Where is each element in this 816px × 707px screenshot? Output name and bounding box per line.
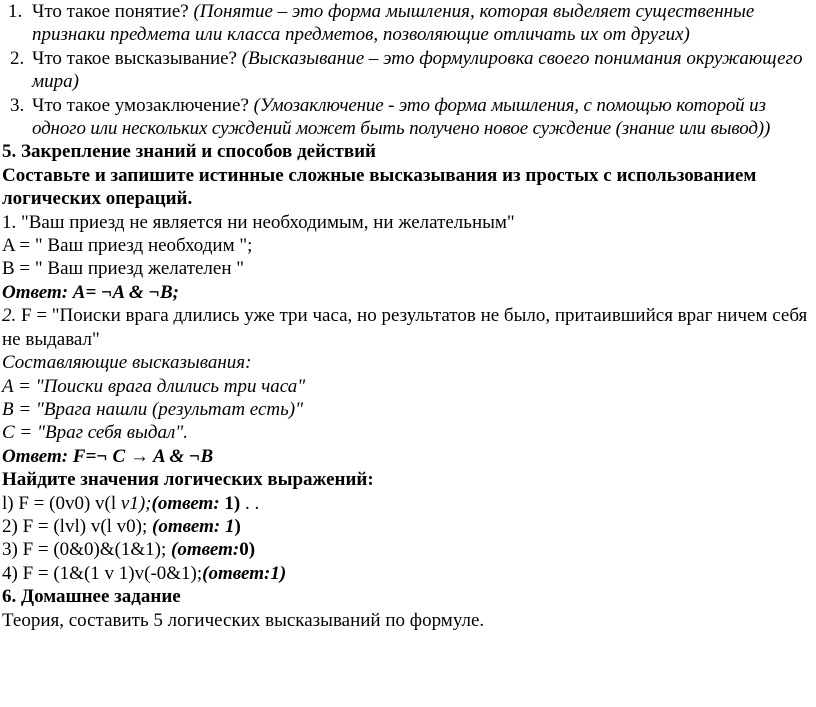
answer-label: (ответ:: [151, 492, 220, 514]
exercise-2-answer: Ответ: F=¬ C → A & ¬B: [2, 445, 214, 467]
exercise-2-number: 2.: [2, 305, 17, 327]
exercise-1-answer: Ответ: A= ¬A & ¬B;: [2, 281, 179, 303]
exercise-1-b: B = " Ваш приезд желателен ": [2, 258, 245, 280]
exercise-2-text: F = "Поиски врага длились уже три часа, но результатов не было, притаившийся враг ничем себя не выдавал": [2, 305, 808, 350]
question-2: [2, 47, 812, 94]
question-number: 3.: [10, 94, 25, 116]
question-answer: (Высказывание – это формулировка своего понимания окружающего мира): [32, 47, 803, 93]
question-text: Что такое высказывание?: [32, 47, 237, 69]
section-5-heading: 5. Закрепление знаний и способов действий: [2, 141, 376, 163]
expression-text-italic: v1: [120, 492, 139, 514]
exercise-2-components-label: Составляющие высказывания:: [2, 352, 252, 374]
exercise-1-a: A = " Ваш приезд необходим ";: [2, 235, 253, 257]
exercise-2-c: C = "Враг себя выдал".: [2, 422, 189, 444]
expression-tail: . .: [240, 492, 260, 514]
question-1: [2, 0, 812, 47]
answer-label: (ответ:: [171, 539, 240, 561]
exercise-2-statement: [2, 304, 812, 351]
expression-3: [2, 538, 812, 561]
expression-text: l) F = (0v0) v(l: [2, 492, 121, 514]
question-3: [2, 94, 812, 141]
section-6-heading: 6. Домашнее задание: [2, 586, 181, 608]
expression-text: 2) F = (lvl) v(l v0);: [2, 515, 153, 537]
expression-close: );: [138, 492, 152, 514]
exercise-1-statement: 1. "Ваш приезд не является ни необходимым, ни желательным": [2, 211, 515, 233]
expression-text: 4) F = (1&(1 v 1)v(-0&1);: [2, 562, 203, 584]
answer-close: ): [234, 515, 241, 537]
exercise-2-b: B = "Врага нашли (результат есть)": [2, 398, 304, 420]
question-number: 2.: [10, 47, 25, 69]
exercise-2-a: A = "Поиски врага длились три часа": [2, 375, 306, 397]
question-answer: (Умозаключение - это форма мышления, с помощью которой из одного или нескольких суждений может быть получено новое суждение (знание или вывод)): [32, 94, 771, 140]
question-text: Что такое понятие?: [32, 1, 189, 22]
expression-1: [2, 492, 812, 515]
expression-4: [2, 562, 812, 585]
answer-value: 0): [239, 539, 256, 561]
answer-value: 1: [224, 515, 235, 537]
answer-value: 1): [219, 492, 241, 514]
expression-text: 3) F = (0&0)&(1&1);: [2, 539, 172, 561]
question-answer: (Понятие – это форма мышления, которая выделяет существенные признаки предмета или класса предметов, позволяющие отличать их от других): [32, 1, 755, 46]
answer-label: (ответ:1): [202, 562, 287, 584]
section-5-task: Составьте и запишите истинные сложные высказывания из простых с использованием логических операций.: [2, 164, 757, 210]
expression-2: [2, 515, 812, 538]
question-number: 1.: [8, 1, 23, 22]
question-text: Что такое умозаключение?: [32, 94, 249, 116]
answer-label: (ответ:: [152, 515, 225, 537]
find-values-heading: Найдите значения логических выражений:: [2, 469, 374, 491]
section-6-text: Теория, составить 5 логических высказываний по формуле.: [2, 609, 485, 631]
